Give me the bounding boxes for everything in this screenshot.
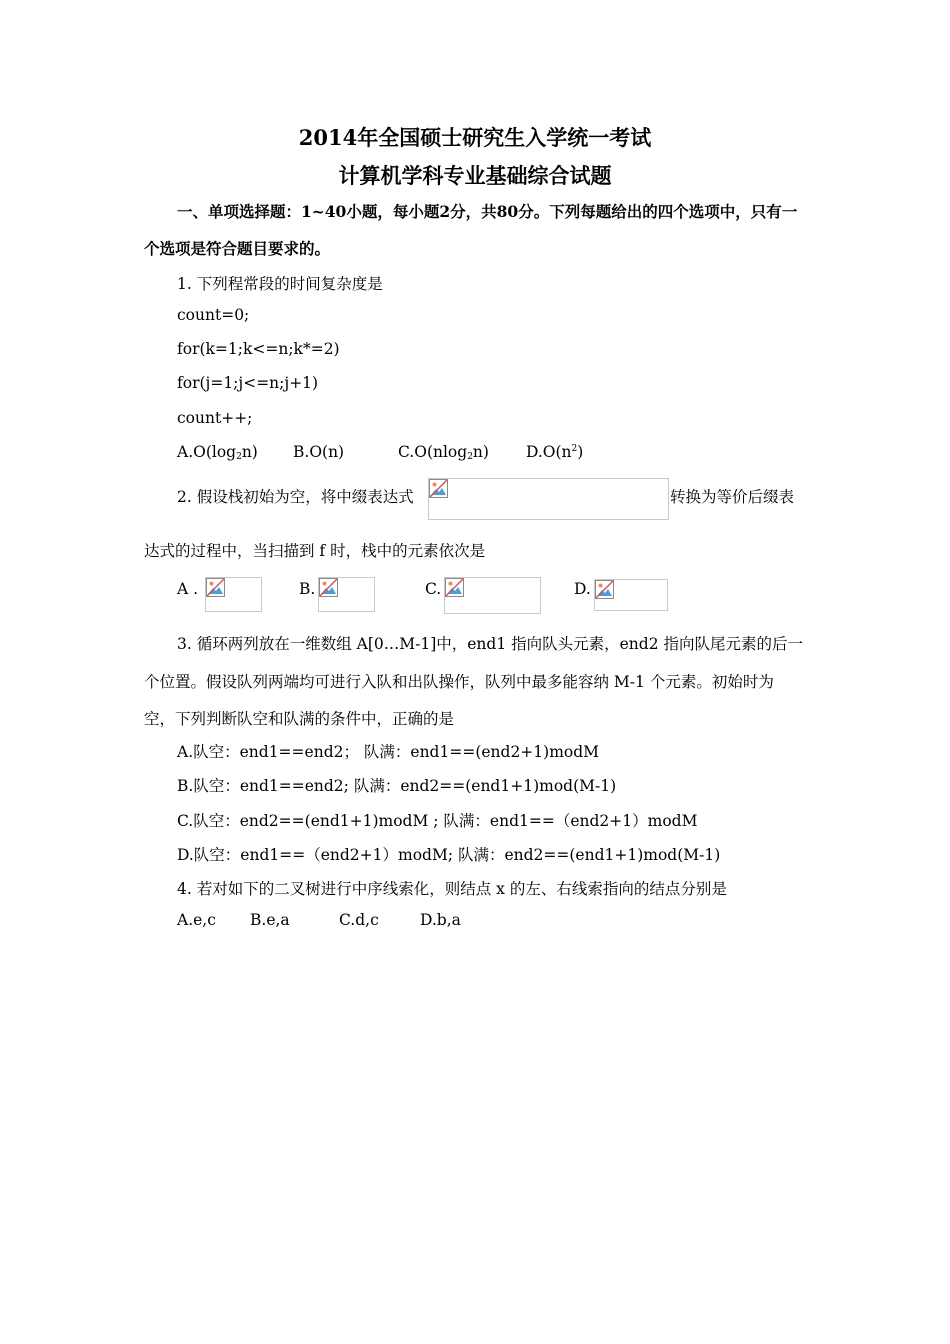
q1-code-line: count=0; (177, 306, 250, 324)
q1-code-text: for(k=1;k<=n;k*=2) (177, 340, 340, 358)
q2-option-c-label: C. (425, 580, 442, 598)
q2-option-a-image (205, 577, 262, 612)
q1-option-b: B.O(n) (293, 443, 345, 461)
q3-option-a: A.队空：end1==end2； 队满：end1==(end2+1)modM (177, 743, 600, 761)
q3-option-d: D.队空：end1==（end2+1）modM; 队满：end2==(end1+1)mod(M-1) (177, 846, 721, 864)
q1-stem: 1. 下列程常段的时间复杂度是 (177, 275, 383, 293)
section-intro-line1: 一、单项选择题：1~40小题，每小题2分，共80分。下列每题给出的四个选项中，只有一 (177, 202, 798, 221)
q2-option-c-image (444, 577, 541, 614)
broken-image-icon (206, 578, 225, 597)
q2-stem-line2: 达式的过程中，当扫描到 f 时，栈中的元素依次是 (144, 542, 486, 560)
exam-subtitle: 计算机学科专业基础综合试题 (338, 163, 612, 188)
q2-stem-part1: 2. 假设栈初始为空，将中缀表达式 (177, 488, 414, 506)
q2-option-b-label: B. (299, 580, 316, 598)
q2-option-d-image (594, 579, 668, 611)
section-intro-line2: 个选项是符合题目要求的。 (144, 239, 331, 258)
q1-code-line: count++; (177, 409, 253, 427)
q3-stem-line2: 个位置。假设队列两端均可进行入队和出队操作，队列中最多能容纳 M-1 个元素。初始时为 (144, 673, 774, 691)
q1-code-line: for(j=1;j<=n;j+1) (177, 374, 319, 392)
q2-option-d-label: D. (574, 580, 591, 598)
q3-stem-line3: 空，下列判断队空和队满的条件中，正确的是 (144, 710, 455, 728)
q1-option-a: $A.O(\log_2n)$ (177, 443, 258, 462)
q2-stem-part2: 转换为等价后缀表 (670, 488, 795, 506)
q3-option-c: C.队空：end2==(end1+1)modM ; 队满：end1==（end2+1）modM (177, 812, 698, 830)
q3-option-b: B.队空：end1==end2; 队满：end2==(end1+1)mod(M-1) (177, 777, 617, 795)
broken-image-icon (319, 578, 338, 597)
q1-option-d: $D.O(n^2)$ (526, 443, 584, 461)
q2-option-a-label: A . (177, 580, 199, 598)
q4-stem: 4. 若对如下的二叉树进行中序线索化，则结点 x 的左、右线索指向的结点分别是 (177, 880, 727, 898)
exam-title: 2014年全国硕士研究生入学统一考试 (298, 125, 652, 150)
q1-option-c: C.O(nlog$_2$n) (398, 443, 489, 462)
q4-option-a: A.e,c (177, 911, 216, 929)
q2-option-b-image (318, 577, 375, 612)
q3-stem-line1: 3. 循环两列放在一维数组 A[0…M-1]中，end1 指向队头元素，end2 指向队尾元素的后一 (177, 635, 803, 653)
q2-expression-image (428, 478, 669, 520)
q4-option-c: C.d,c (339, 911, 379, 929)
broken-image-icon (429, 479, 448, 498)
q4-option-d: D.b,a (420, 911, 461, 929)
q1-code-line (177, 340, 340, 358)
q4-option-b: B.e,a (250, 911, 290, 929)
broken-image-icon (445, 578, 464, 597)
broken-image-icon (595, 580, 614, 599)
